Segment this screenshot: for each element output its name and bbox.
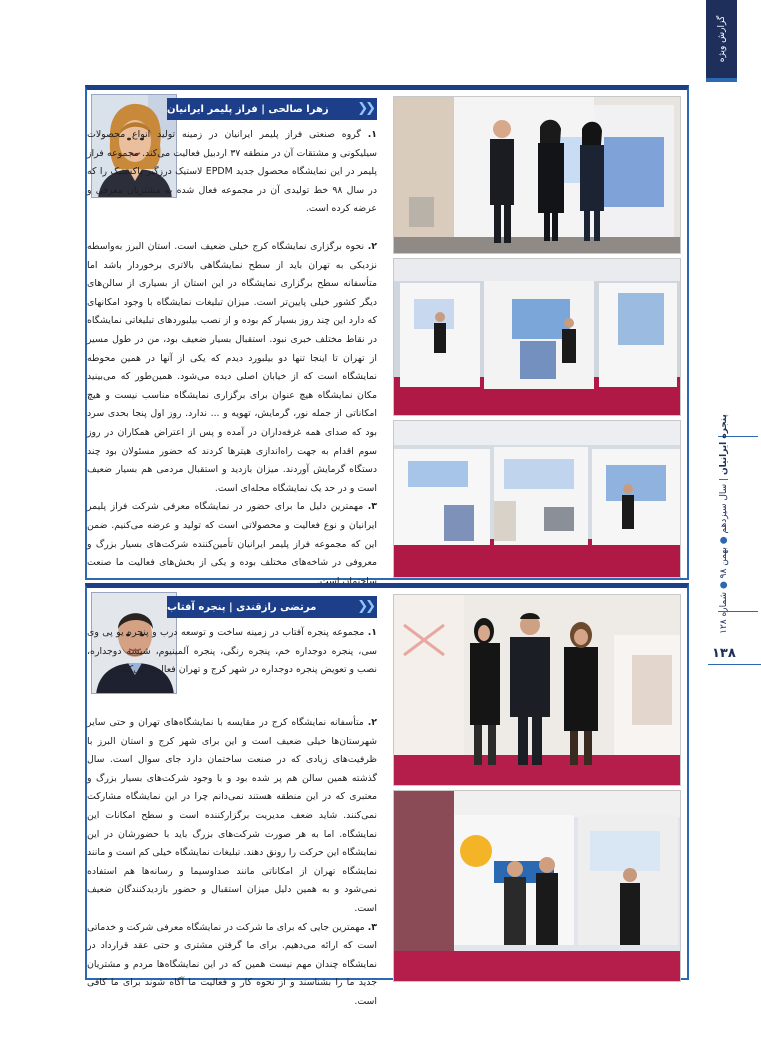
booth-photo bbox=[393, 258, 681, 416]
dot-icon: ● bbox=[719, 581, 729, 590]
interview-text-2b bbox=[87, 714, 377, 1012]
dot-icon: ● bbox=[719, 536, 729, 545]
interviewee-name-banner bbox=[167, 98, 377, 120]
chevron-left-icon: ❮❮ bbox=[357, 599, 373, 614]
paragraph: ۱. گروه صنعتی فراز پلیمر ایرانیان در زمینه تولید انواع محصولات سیلیکونی و مشتقات آن در منطقه ۳۷ اردبیل فعالیت می‌کند. مجموعه فراز پلیمر در این نمایشگاه محصول جدید EPDM لاستیک درزگیر پاکستیک را که در سال ۹۸ خط تولیدی آن در مجموعه فعال شده به مشتریان معرفی و عرضه کرده است. bbox=[87, 129, 377, 215]
section-tab bbox=[706, 0, 737, 82]
magazine-year: سال سیزدهم bbox=[719, 483, 729, 534]
interview-text-2 bbox=[87, 624, 377, 680]
interview-section-2 bbox=[85, 583, 689, 1007]
paragraph: ۳. مهمترین دلیل ما برای حضور در نمایشگاه معرفی شرکت فراز پلیمر ایرانیان و نوع فعالیت و محصولاتی است که تولید و عرضه می‌کنیم. ضمن این که مجموعه فراز پلیمر ایرانیان تأمین‌کننده شرکت‌های بسیار بزرگ و معروفی در شاخه‌های مختلف بوده و یکی از بخش‌های فعالیت ما صنعت ساختمان است. bbox=[87, 501, 378, 587]
paragraph: ۱. مجموعه پنجره آفتاب در زمینه ساخت و توسعه درب و پنجره یو پی وی سی، پنجره دوجداره خم، پنجره رنگی، پنجره آلمینیوم، شیشه دوجداره، نصب و تعویض پنجره دوجداره در شهر کرج و تهران فعالیت می‌کند. bbox=[87, 627, 377, 676]
section-tab-label: گزارش ویژه bbox=[716, 15, 727, 63]
running-title-text bbox=[719, 414, 729, 634]
page-number-rule bbox=[708, 664, 761, 665]
interview-text-1b bbox=[87, 238, 377, 591]
running-title-rule-bottom bbox=[718, 611, 758, 612]
magazine-issue: شماره ۱۲۸ bbox=[719, 591, 729, 634]
interview-text-1 bbox=[87, 126, 377, 219]
separator: | bbox=[719, 477, 729, 481]
chevron-left-icon: ❮❮ bbox=[357, 101, 373, 116]
paragraph: ۳. مهمترین جایی که برای ما شرکت در نمایشگاه معرفی شرکت و خدماتی است که ارائه می‌دهیم. برای ما گرفتن مشتری و حتی عقد قرارداد در نمایشگاه چندان مهم نیست همین که در این نمایشگاه‌ها مردم و مشتریان جدید ما را بشناسند و از نحوه کار و فعالیت ما آگاه شوند برای ما کافی است. bbox=[87, 921, 377, 1007]
interviewee-name: مرتضی رازقندی | پنجره آفتاب bbox=[167, 601, 317, 613]
booth-photo bbox=[393, 96, 681, 254]
magazine-month: بهمن ۹۸ bbox=[719, 547, 729, 579]
paragraph: ۲. نحوه برگزاری نمایشگاه کرج خیلی ضعیف است. استان البرز به‌واسطه نزدیکی به تهران باید از سطح نمایشگاهی بالاتری برخوردار باشد اما متأسفانه سطح برگزاری نمایشگاه در این استان از بسیاری از سالن‌های دیگر کشور خیلی پایین‌تر است. میزان تبلیغات نمایشگاه با وجود امکانهای که دارد این چند روز بسیار کم بوده و از نصب بیلبوردهای تبلیغاتی نمایشگاه در نقاط مختلف خبری نبود. استقبال بسیار ضعیف بود، من در طول مسیر از تهران تا اینجا تنها دو بیلبورد دیدم که یکی از آنها در همین محوطه نمایشگاه است که از خیابان اصلی دیده می‌شود. همین‌طور که می‌بینید مکان نمایشگاه هیچ عنوان برای برگزاری نمایشگاه مناسب نیست و هیچ امکاناتی از جمله نور، گرمایش، تهویه و ... ندارد. روز اول پنجا بحدی سرد بود که صدای همه غرفه‌داران در آمده و پس از اعتراض همکاران در روز سوم اقدام به جهت راه‌اندازی هیترها کردند که حضور مسئولان بود چند دستگاه گرمایش آوردند. میزان بازدید و استقبال مردمی هم بسیار ضعیف است و در حد یک نمایشگاه محله‌ای است. bbox=[87, 241, 377, 494]
booth-photo bbox=[393, 420, 681, 578]
booth-photo bbox=[393, 790, 681, 982]
magazine-name: پنجره ایرانیان bbox=[719, 414, 729, 475]
booth-photo bbox=[393, 594, 681, 786]
page-number: ۱۳۸ bbox=[712, 646, 736, 661]
interviewee-name: زهرا صالحی | فراز پلیمر ایرانیان bbox=[167, 103, 329, 115]
paragraph: ۲. متأسفانه نمایشگاه کرج در مقایسه با نمایشگاه‌های تهران و حتی سایر شهرستان‌ها خیلی ضعیف است و این برای شهر کرج و استان البرز با ظرفیت‌های زیادی که در صنعت ساختمان دارد جای سوال است. سال گذشته همین سالن هم پر شده بود و با وجود شرکت‌های بسیار بزرگ و معتبری که در این منطقه هستند نمی‌دانم چرا در این نمایشگاه مشارکت نمی‌کنند. شاید ضعف مدیریت برگزارکننده است و سطح امکانات این نمایشگاه. اما به هر صورت شرکت‌های بزرگ باید با حضورشان در این نمایشگاه این حرکت را رونق دهند. تبلیغات نمایشگاه خیلی کم است و مانند نمایشگاه تهران از امکاناتی مانند صداوسیما و رسانه‌ها هم استفاده نمی‌شود و به همین دلیل میزان استقبال و حضور بازدیدکنندگان ضعیف است. bbox=[87, 717, 377, 914]
interviewee-name-banner bbox=[167, 596, 377, 618]
running-title bbox=[710, 414, 738, 634]
interview-section-1 bbox=[85, 85, 689, 587]
